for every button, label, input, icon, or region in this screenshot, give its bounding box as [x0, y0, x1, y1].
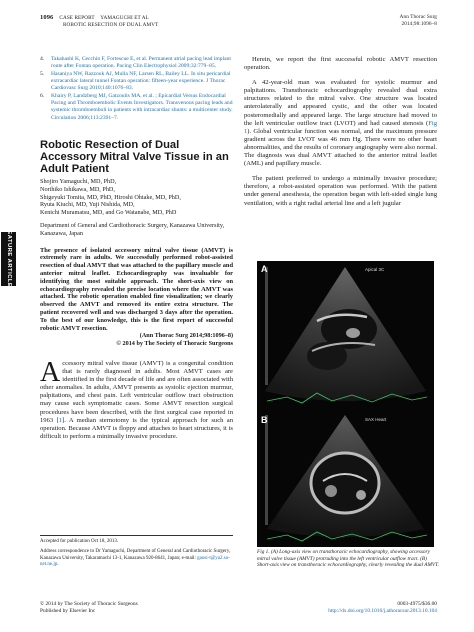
reference-number: 6.: [40, 93, 45, 100]
reference-text[interactable]: [51, 93, 233, 122]
case-text: A 42-year-old man was evaluated for systolic murmur and palpitations. Transthoracic echocardiography revealed dual extra structures related to the mitral valve. One structure was located anterolaterally and appeared cystic, and the other was located posteromedially and appeared large. The large structure had moved to the left ventricular outflow tract (LVOT) and had caused stenosis (: [244, 79, 437, 127]
echo-image-panel-b: [257, 411, 434, 547]
article-title: Robotic Resection of Dual Accessory Mitral Valve Tissue in an Adult Patient: [40, 138, 229, 176]
case-paragraph: [244, 79, 437, 168]
amvt-structure-1: [325, 485, 337, 497]
header-section: CASE REPORT: [59, 15, 95, 21]
figure-link[interactable]: Fig 1: [244, 119, 437, 135]
depth-scale: [265, 267, 268, 385]
caption-prefix: Fig 1.: [257, 549, 270, 555]
reference-list: [40, 56, 233, 122]
author-list: [40, 178, 233, 216]
reference-text[interactable]: [51, 56, 233, 70]
footer-left: [40, 601, 138, 615]
reference-item: [40, 71, 233, 93]
caption-text: (A) Long-axis view on transthoracic echocardiography, showing accessory mitral valve tissue (AMVT) protruding into the left ventricular outflow tract. (B) Short-axis view on transthoracic echocardiography, clearly revealing the dual AMVT.: [257, 549, 439, 568]
author-line: Shigeyuki Tomita, MD, PhD, Hiroshi Ohtake, MD, PhD,: [40, 193, 181, 201]
affiliation: Department of General and Cardiothoracic Surgery, Kanazawa University, Kanazawa, Japan: [40, 222, 225, 237]
panel-a-label: A: [261, 264, 268, 274]
abstract-copyright: © 2014 by The Society of Thoracic Surgeons: [116, 340, 233, 348]
page-number: 1096: [40, 14, 54, 21]
abstract-citation: (Ann Thorac Surg 2014;98:1096–8): [139, 332, 233, 340]
header-authors: YAMAGUCHI ET AL: [100, 15, 149, 21]
reference-number: 4.: [40, 56, 45, 62]
correspondence-address: [40, 549, 233, 568]
accepted-date: Accepted for publication Oct 18, 2013.: [40, 539, 119, 544]
intro-text: ccessory mitral valve tissue (AMVT) is a congenital condition that is rarely diagnosed in adults. Most AMVT cases are identified in the first decade of life and are often associated with other anomalies. In adults, AMVT presents as systolic ejection murmur, palpitations, and chest pain. Left ventricular outflow tract obstruction may cause such symptomatic cases. Some AMVT resection surgical procedures have been described, with the first surgical case reported in 1963 [: [40, 359, 233, 424]
citation-link[interactable]: 1: [58, 416, 63, 424]
echo-image-a: [257, 261, 434, 411]
panel-b-label: B: [261, 415, 268, 425]
author-line: Kenichi Muramatsu, MD, and Go Watanabe, MD, PhD: [40, 208, 177, 216]
abstract: The presence of isolated accessory mitral valve tissue (AMVT) is extremely rare in adults. We successfully performed robot-assisted resection of dual AMVT that was attached to the papillary muscle and anterior mitral leaflet. Echocardiography was invaluable for identifying the most suitable approach. The short-axis view on echocardiography revealed the precise location where the AMVT was attached. The robotic operation enabled fine visualization; we clearly observed the AMVT and removed its entire extra structure. The patient recovered well and was discharged 3 days after the operation. To the best of our knowledge, this is the first report of successful robotic AMVT resection.: [40, 246, 233, 332]
footer-issn: 0003-4975/$36.00: [397, 601, 437, 607]
running-header-right: [400, 14, 437, 28]
footer-copyright: © 2014 by The Society of Thoracic Surgeons: [40, 601, 138, 607]
doi-link[interactable]: http://dx.doi.org/10.1016/j.athoracsur.2013.10.104: [328, 607, 437, 614]
running-header-left: [40, 14, 158, 29]
header-citation: 2014;98:1096–8: [401, 21, 437, 27]
reference-number: 5.: [40, 70, 45, 77]
address-suffix: .: [57, 561, 59, 567]
intro-text-continued: ]. A median sternotomy is the typical approach for such an operation. Because AMVT is floppy and attaches to heart structures, it is difficult to perform a minimally invasive procedure.: [40, 416, 233, 440]
author-line: Shojiro Yamaguchi, MD, PhD,: [40, 178, 117, 186]
footer-right: [328, 601, 437, 615]
figure-caption: [257, 549, 440, 569]
depth-scale: [265, 415, 268, 525]
author-line: Norihiko Ishikawa, MD, PhD,: [40, 186, 115, 194]
header-running-title: ROBOTIC RESECTION OF DUAL AMVT: [63, 22, 159, 28]
footnotes: [40, 535, 233, 568]
echo-image-panel-a: [257, 261, 434, 411]
author-line: Ryuta Kiuchi, MD, Yuji Nishida, MD,: [40, 201, 135, 209]
address-text: Address correspondence to Dr Yamaguchi, Department of General and Cardiothoracic Surgery, Kanazawa University, Takaramachi 13-1, Kanazawa 920-8641, Japan; e-mail:: [40, 549, 231, 561]
amvt-structure-2: [356, 490, 366, 500]
reference-link[interactable]: Takahashi K, Cecchin F, Fortescue E, et al. Permanent atrial pacing lead implant route after Fontan operation. Pacing Clin Electrophysiol 2009;32:779–85.: [51, 56, 231, 70]
reference-item: [40, 56, 233, 70]
introduction-paragraph: [40, 356, 233, 441]
paragraph: The patient preferred to undergo a minimally invasive procedure; therefore, a robot-assisted operation was performed. With the patient under general anesthesia, the operation began with left-sided single lung ventilation, with a right radial arterial line and a left jugular: [244, 175, 437, 207]
side-tab: [1, 226, 16, 292]
echo-overlay-text: Apical 3C: [365, 267, 385, 272]
header-journal: Ann Thorac Surg: [399, 14, 437, 20]
amvt-structure: [346, 328, 360, 338]
case-text-continued: ). Global ventricular function was normal, and the maximum pressure gradient across the LVOT was 46 mm Hg. There were no other heart abnormalities, and the results of coronary angiography were also normal. The diagnosis was dual AMVT attached to the anterior mitral leaflet (AML) and papillary muscle.: [244, 127, 437, 168]
echo-image-b: [257, 411, 434, 547]
email-link[interactable]: gaosi-t@ya2.so-net.ne.jp: [40, 555, 230, 567]
echo-overlay-text: SAX Heart: [365, 417, 387, 422]
reference-link[interactable]: Hasaniya NW, Razzouk AJ, Mulla NF, Larsen RL, Bailey LL. In situ pericardial extracardiac lateral tunnel Fontan operation: fifteen-year experience. J Thorac Cardiovasc Surg 2010;140:1076–83.: [51, 70, 231, 92]
side-tab-label: FEATURE ARTICLES: [5, 226, 12, 292]
right-column: [244, 56, 437, 215]
reference-text[interactable]: [51, 71, 233, 93]
left-column: [40, 56, 233, 441]
paragraph: Herein, we report the first successful robotic AMVT resection operation.: [244, 56, 437, 72]
reference-item: [40, 93, 233, 122]
reference-link[interactable]: Khairy P, Landzberg MJ, Gatzoulis MA, et al. ; Epicardial Versus Endocardial Pacing and Thromboembolic Events Investigators. Transvenous pacing leads and systemic thromboemboli in patients with intracardiac shunts: a multicenter study. Circulation 2006;113:2391–7.: [51, 93, 233, 121]
drop-cap: A: [40, 356, 61, 388]
footer-publisher: Published by Elsevier Inc: [40, 607, 96, 614]
